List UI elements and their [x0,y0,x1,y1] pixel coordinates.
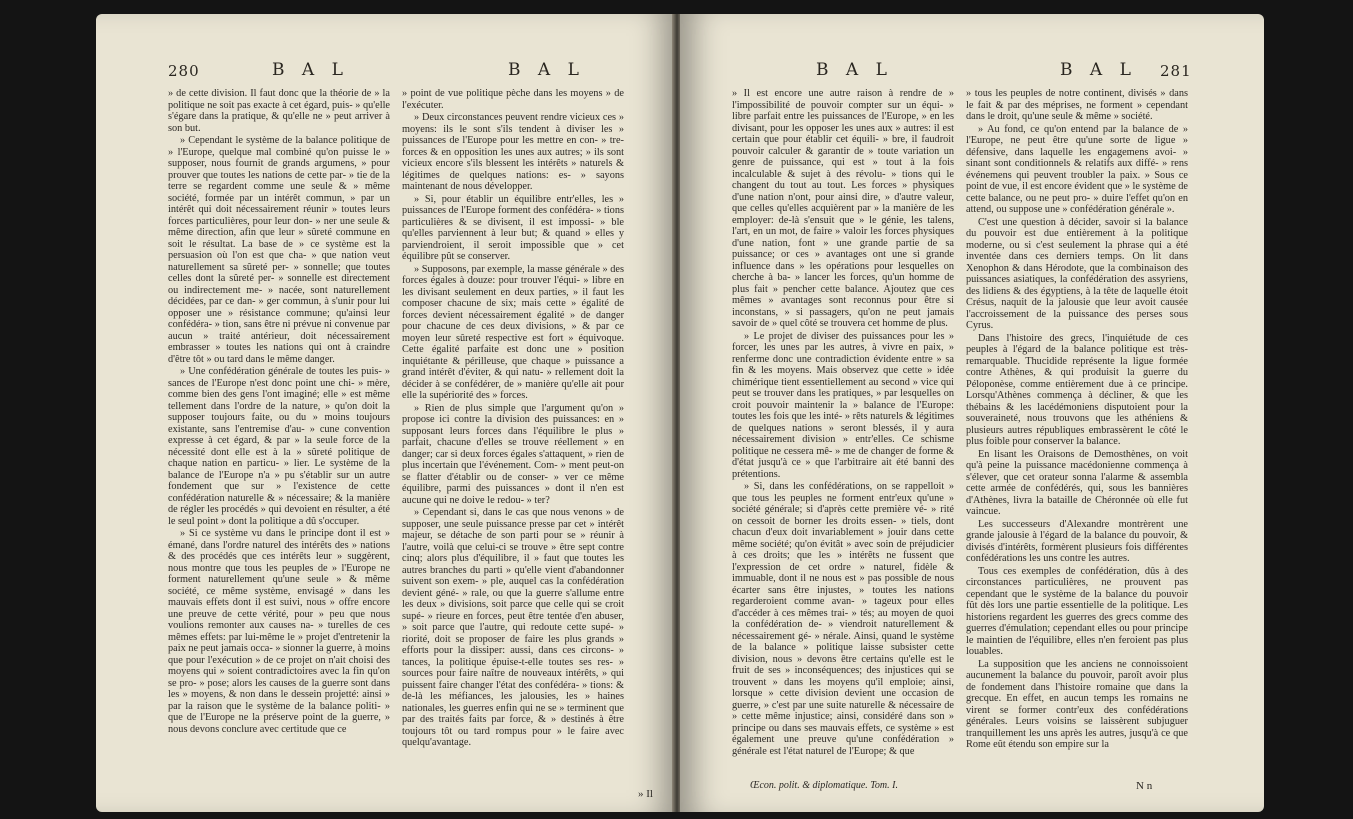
paragraph: Dans l'histoire des grecs, l'inquiétude de ces peuples à l'égard de la balance politique est très-remarquable. Thucidide représente la ligue formée contre Athènes, & qui produisit la guerre du Péloponèse, comme entièrement due à ce principe. Lorsqu'Athènes commença à décliner, & que les thébains & les lacédémoniens disputoient pour la souveraineté, nous trouvons que les athéniens & plusieurs autres républiques embrassèrent le côté le plus foible pour conserver la balance. [966,332,1188,447]
paragraph: » Une confédération générale de toutes les puis- » sances de l'Europe n'est donc point une chi- » mère, comme bien des gens l'ont imaginé; elle » est même tellement dans l'ordre de la nature, » qu'on doit la supposer toujours faite, ou du » moins toujours existante, sans l'entremise d'au- » cune convention expresse à cet égard, & par » la seule force de la nécessité dont elle est à la » sûreté politique de chaque nation en particu- » lier. Le système de la balance de l'Europe n'a » pu s'établir sur un autre fondement que sur » l'existence de cette confédération naturelle & » nécessaire; & la manière de régler les procédés » qui devoient en résulter, a été le seul point » dont la politique a dû s'occuper. [168,366,390,527]
paragraph: » Cependant si, dans le cas que nous venons » de supposer, une seule puissance presse par cet » intérêt majeur, se détache de son parti pour se » réunir à l'autre, voilà que celui-ci se trouve » être sept contre cinq; alors plus d'équilibre, il » faut que toutes les autres branches du parti » qu'elle vient d'abandonner suivent son exem- » ple, auquel cas la confédération devient géné- » rale, ou que la guerre s'allume entre les deux » divisions, soit parce que celle qui se croit supé- » rieure en forces, peut être tentée d'en abuser, » soit parce que l'autre, qui redoute cette supé- » riorité, doit se proposer de faire les plus grands » efforts pour la dissiper: aussi, dans ces circons- » tances, la politique épuise-t-elle toutes ses res- » sources pour faire naître de nouveaux intérêts, » qui puissent faire changer l'état des confédéra- » tions: & de-là les méfiances, les jalousies, les » haines nationales, les guerres enfin qui ne se » terminent que par des traités faits par force, & » destinés à être toujours tôt ou tard rompus pour » le faire avec quelqu'avantage. [402,507,624,748]
paragraph: » Si, dans les confédérations, on se rappelloit » que tous les peuples ne forment entr'eux qu'une » société générale; si d'après cette première vé- » rité on cessoit de borner les droits essen- » tiels, dont chacun d'eux doit invariablement » jouir dans cette même société; qu'on évitât » avec soin de préjudicier à ces droits; que les » intérêts ne fussent que l'expression de cet ordre » naturel, fidèle & immuable, dont il ne nous est » pas possible de nous écarter sans être injustes, » toutes les nations regarderoient comme avan- » tageux pour elles d'accéder à ces mêmes trai- » tés; au moyen de quoi la confédération de- » viendroit naturellement & nécessairement gé- » nérale. Ainsi, quand le système de la balance » politique laisse subsister cette division, nous » devons être certains qu'elle est le fruit de ses » inconséquences; des injustices qui se trouvent » dans les moyens qu'il emploie; ainsi, lorsque » cette division devient une occasion de guerre, » c'est par une suite naturelle & nécessaire de » cette même injustice; ainsi, considéré dans son » principe ou dans ses mauvais effets, ce système » est également une preuve qu'une confédération » générale est l'état naturel de l'Europe; & que [732,481,954,757]
running-header: B A L [816,60,893,80]
paragraph: Tous ces exemples de confédération, dûs à des circonstances particulières, ne prouvent pas cependant que le système de la balance du pouvoir fût dès lors une partie essentielle de la politique. Les historiens regardent les guerres des grecs comme des guerres d'émulation; cependant elles ou pour principe le maintien de l'équilibre, elles n'en feroient pas plus louables. [966,565,1188,657]
signature-mark: N n [1136,780,1153,792]
text-column-2 [966,88,1188,776]
footer-title: Œcon. polit. & diplomatique. Tom. I. [750,780,898,791]
paragraph: La supposition que les anciens ne connoissoient aucunement la balance du pouvoir, paroît avoir plus de fondement dans l'histoire romaine que dans la grecque. En effet, en aucun temps les romains ne virent se former contr'eux des confédérations générales. Leurs voisins se laissèrent subjuguer tranquillement les uns après les autres, jusqu'à ce que Rome eût étendu son empire sur la [966,658,1188,750]
paragraph: » Cependant le système de la balance politique de » l'Europe, quelque mal combiné qu'on puisse le » supposer, nous fournit de grands argumens, » pour prouver que toutes les nations de cette par- » tie de la terre se regardent comme une seule & » même société, formée par un intérêt commun, » par un intérêt qui doit nécessairement réunir » toutes leurs forces particulières, pour leur don- » ner une seule & même direction, afin que leur » sûreté commune en soit le résultat. La base de » ce système est la persuasion où l'on est que cha- » que nation veut naturellement sa sûreté per- » sonnelle; que toutes celles dont la sûreté per- » sonnelle est directement ou indirectement me- » nacée, sont naturellement décidées, par ce dan- » ger commun, à s'unir pour lui opposer une » résistance commune; qu'ainsi leur confédéra- » tion, sans être ni prévue ni convenue par aucun » traité antérieur, doit nécessairement embrasser » toutes les nations qui ont à craindre d'être tôt » ou tard dans le même danger. [168,135,390,365]
paragraph: » Rien de plus simple que l'argument qu'on » propose ici contre la division des puissances: en » supposant leurs forces dans l'équilibre le plus » parfait, chacune d'elles se trouve réellement » en danger; car si deux forces égales s'attaquent, » rien de plus incertain que l'événement. Com- » ment peut-on se flatter d'établir ou de conser- » ver ce même équilibre, parmi des puissances » dont il n'en est aucune qui ne doive le redou- » ter? [402,402,624,506]
paragraph: » Si, pour établir un équilibre entr'elles, les » puissances de l'Europe forment des confédéra- » tions particulières & se divisent, il est impossi- » ble qu'elles parviennent à leur but; & quand » elles y parviendroient, il seroit impossible que » cet équilibre pût se conserver. [402,193,624,262]
text-column-1 [732,88,954,776]
paragraph: » Il est encore une autre raison à rendre de » l'impossibilité de pouvoir compter sur un équi- » libre parfait entre les puissances de l'Europe, » en les divisant, pour les opposer les unes aux » autres: il est certain que pour établir cet équili- » bre, il faudroit pouvoir calculer & garantir de » toute variation un genre de puissance, qui est » tout à la fois incalculable & sujet à des révolu- » tions qui le changent du tout au tout. Les forces » physiques d'une nation n'ont, pour ainsi dire, » d'autre valeur, que celles qu'elles acquièrent par » la manière de les employer: de-là s'ensuit que » le génie, les talens, l'art, en un mot, de faire » valoir les forces physiques d'une nation, font » une grande partie de sa puissance; or ces » avantages ont une si grande influence dans » les opérations pour lesquelles on cherche à ba- » lancer les forces, qu'un homme de plus fait » pencher cette balance. Ajoutez que ces mêmes » avantages sont reconnus pour être si inconstans, » si passagers, qu'on ne peut jamais savoir de » quel côté se trouvera cet homme de plus. [732,88,954,329]
paragraph: En lisant les Oraisons de Demosthènes, on voit qu'à peine la puissance macédonienne commença à s'élever, que cet orateur sonna l'alarme & assembla cette armée de confédérés, qui, sous les bannières d'Athènes, livra la bataille de Chéronnée où elle fut vaincue. [966,448,1188,517]
running-header: B A L [508,60,585,80]
paragraph: C'est une question à décider, savoir si la balance du pouvoir est due entièrement à la politique moderne, ou si c'est seulement la phrase qui a été inventée dans ces derniers temps. On lit dans Xenophon & dans Hérodote, que la combinaison des puissances asiatiques, la confédération des assyriens, des lidiens & des égyptiens, à la tête de laquelle étoit Crésus, naquit de la jalousie que leur avoit causée l'accroissement de la puissance des perses sous Cyrus. [966,216,1188,331]
running-header: B A L [1060,60,1137,80]
paragraph: » Supposons, par exemple, la masse générale » des forces égales à douze: pour trouver l'équi- » libre en les divisant seulement en deux parties, » il faut les composer chacune de six; mais cette » égalité de forces devient nécessairement égalité » de danger pour chacune de ces deux divisions, » & par ce moyen leur sûreté respective est fort » équivoque. Cette égalité parfaite est donc une » position inquiétante & périlleuse, que chaque » puissance a grand intérêt d'éviter, & qui natu- » rellement doit la décider à se confédérer, de » manière qu'elle ait pour elle la supériorité des » forces. [402,263,624,401]
paragraph: Les successeurs d'Alexandre montrèrent une grande jalousie à l'égard de la balance du pouvoir, & divisés d'intérêts, formèrent plusieurs fois différentes confédérations les uns contre les autres. [966,518,1188,564]
paragraph: » Si ce système vu dans le principe dont il est » émané, dans l'ordre naturel des intérêts des » nations & des procédés que ces intérêts leur » suggèrent, nous montre que tous les peuples de » l'Europe ne forment naturellement qu'une seule » & même société, ce même système, envisagé » dans les mauvais effets dont il est suivi, nous » offre encore une preuve de cette vérité, pour » peu que nous voulions remonter aux causes na- » turelles de ces mêmes effets: par lui-même le » projet d'entretenir la paix ne peut jamais occa- » sionner la guerre, à moins que pour l'exécution » de ce projet on n'ait choisi des moyens qui » soient contradictoires avec la fin qu'on se pro- » pose; alors les causes de la guerre sont dans les » moyens, & non dans le dessein projetté: ainsi » par la raison que le système de la balance politi- » que de l'Europe ne la préserve point de la guerre, » nous devons conclure avec certitude que ce [168,528,390,735]
catchword: » Il [638,788,653,800]
text-column-1 [168,88,390,788]
paragraph: » de cette division. Il faut donc que la théorie de » la politique ne soit pas exacte à cet égard, puis- » qu'elle s'égare dans la pratique, & qu'elle ne » peut arriver à son but. [168,88,390,134]
right-page [680,14,1264,812]
paragraph: » Au fond, ce qu'on entend par la balance de » l'Europe, ne peut être qu'une sorte de ligue » défensive, dans laquelle les engagemens avoi- » sinant sont conditionnels & relatifs aux diffé- » rens événemens qui peuvent troubler la paix. » Sous ce point de vue, il est encore évident que » le système de cette balance, ou ne peut pro- » duire l'effet qu'on en attend, ou suppose une » confédération générale ». [966,123,1188,215]
page-number: 280 [168,62,200,80]
text-column-2 [402,88,624,780]
paragraph: » Deux circonstances peuvent rendre vicieux ces » moyens: ils le sont s'ils tendent à diviser les » puissances de l'Europe pour les mettre en con- » tre-forces & en opposition les unes aux autres; » ils sont vicieux encore s'ils blessent les intérêts » naturels & légitimes de quelques nations: es- » sayons maintenant de nous développer. [402,112,624,192]
page-number: 281 [1160,62,1192,80]
paragraph: » point de vue politique pèche dans les moyens » de l'exécuter. [402,88,624,111]
paragraph: » tous les peuples de notre continent, divisés » dans le fait & par des méprises, ne forment » cependant dans le droit, qu'une seule & même » société. [966,88,1188,122]
left-page [96,14,676,812]
running-header: B A L [272,60,349,80]
paragraph: » Le projet de diviser des puissances pour les » forcer, les unes par les autres, à vivre en paix, » renferme donc une contradiction évidente entre » sa fin & les moyens. Mais observez que cette » idée chimérique tient essentiellement au second » vice qui peut se trouver dans les pratiques, » par lesquelles on croit pouvoir maintenir la » balance de l'Europe: toutes les fois que les inté- » rêts naturels & légitimes de quelques nations » seront blessés, il y aura nécessairement division » entr'elles. Ce schisme politique ne cessera mê- » me de changer de forme & d'état jusqu'à ce » que l'arbitraire ait été banni des prétentions. [732,330,954,480]
